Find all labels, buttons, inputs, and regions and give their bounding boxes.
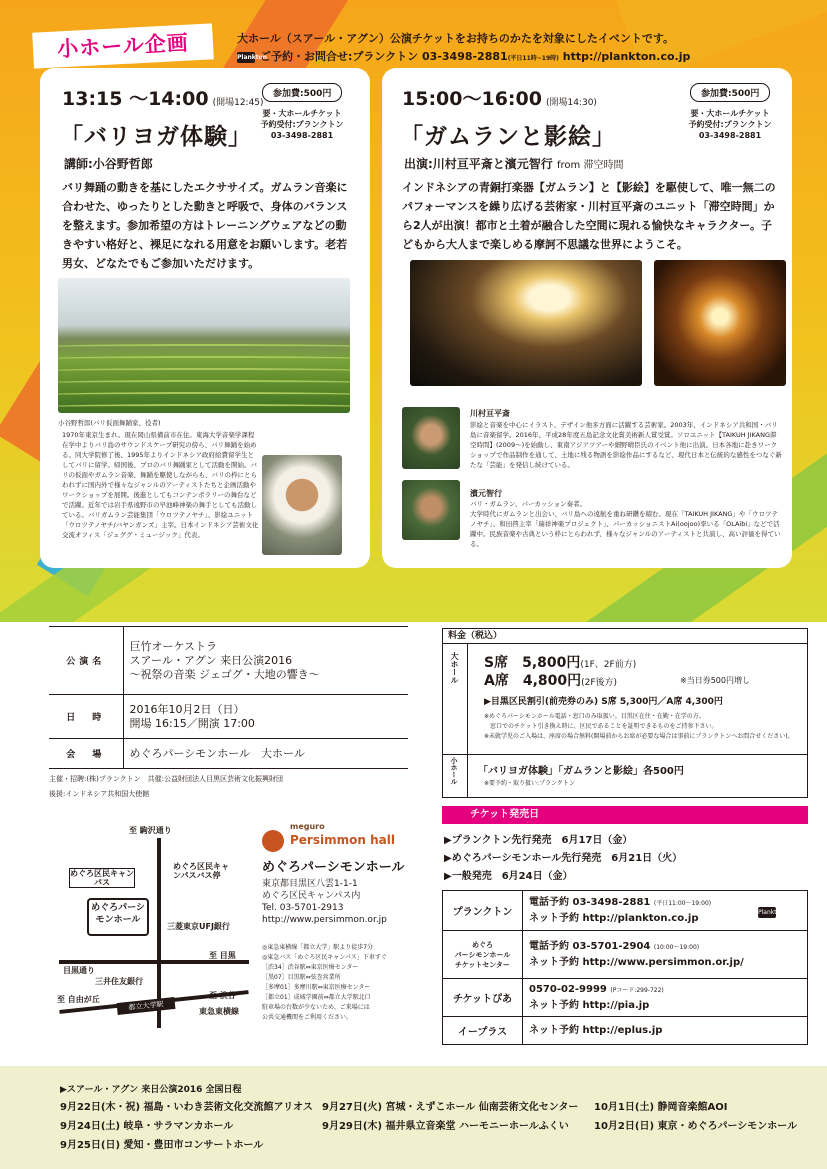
program2-fee-badge: 参加費:500円 <box>690 83 770 102</box>
program2-performers: 出演:川村亘平斎と濱元智行 from 滞空時間 <box>404 157 624 171</box>
outlet-contact <box>523 1017 808 1045</box>
header-url[interactable]: http://plankton.co.jp <box>562 50 691 63</box>
program1-note: 要・大ホールチケット 予約受付:プランクトン 03-3498-2881 <box>260 109 344 140</box>
artist2-name: 濱元智行 <box>470 489 502 498</box>
venue-access-notes: ◎東急東横線「都立大学」駅より徒歩7分 ◎東急バス「めぐろ区民キャンパス」下車すぐ ［渋34］渋谷駅⇔東京医療センター ［黒07］目黒駅⇔弦巻営業所 ［多摩01］多摩川駅⇔東京医療センター ［都立01］成城学園前⇔都立大学駅北口 駐車場の台数が少ないため、ご来場には 公共交通機関をご利用ください。 <box>262 944 387 1021</box>
persimmon-logo-icon <box>262 830 284 852</box>
tour-date: 9月24日(土) 岐阜・サラマンカホール <box>60 1121 234 1132</box>
outlet-contact: 0570-02-9999 (Pコード:299-722) ネット予約 http://pia.jp <box>523 979 808 1017</box>
venue-logo-sub: meguro <box>290 822 325 831</box>
info-value: 巨竹オーケストラ スアール・アグン 来日公演2016 ～祝祭の音楽 ジェゴグ・大地の響き～ <box>123 627 408 695</box>
tour-date: 9月27日(火) 宮城・えずこホール 仙南芸術文化センター <box>322 1102 579 1113</box>
program2-title: 「ガムランと影絵」 <box>400 124 616 150</box>
shadow-puppet-photo <box>654 260 786 386</box>
map-station: 都立大学駅 <box>117 997 176 1015</box>
map-label: 至 自由が丘 <box>57 995 100 1004</box>
outlet-link[interactable]: ネット予約 http://eplus.jp <box>529 1025 663 1036</box>
artist2-photo <box>402 480 460 540</box>
outlet-name: イープラス <box>443 1017 523 1045</box>
tour-date: 10月2日(日) 東京・めぐろパーシモンホール <box>594 1121 798 1132</box>
outlet-link[interactable]: ネット予約 http://pia.jp <box>529 1000 650 1011</box>
program1-description: バリ舞踊の動きを基にしたエクササイズ。ガムラン音楽に合わせた、ゆったりとした動きと呼吸で、身体のバランスを整えます。参加希望の方はトレーニングウェアなどの動きやすい格好と、裸足になれる用意をお願いします。老若男女、どなたでもご参加いただけます。 <box>62 181 348 270</box>
outlet-link[interactable]: ネット予約 http://plankton.co.jp <box>529 913 699 924</box>
program2-description: インドネシアの青銅打楽器【ガムラン】と【影絵】を駆使して、唯一無二のパフォーマンスを繰り広げる芸術家・川村亘平斎のユニット「滞空時間」から2人が出演！都市と土着が融合した空間に現れる愉快なキャラクター。子どもから大人まで楽しめる摩訶不思議な世界にようこそ。 <box>402 181 776 251</box>
price-notes: ※めぐろパーシモンホール電話・窓口のみ取扱い。目黒区在住・在勤・在学の方。 窓口でのチケット引き換え時に、区民であることを証明できるものをご持参下さい。 ※未就学児のご入場は、座席の場合無料(開場前からお席が必要な場合は事前にプランクトンへお問合せください)。 <box>484 713 794 740</box>
price-head: 料金（税込） <box>442 628 808 644</box>
sale-date: ▶めぐろパーシモンホール先行発売 6月21日（火） <box>444 853 683 864</box>
ticket-outlets-table <box>442 890 808 1045</box>
credits: 主催・招聘:(株)プランクトン 共催:公益財団法人目黒区芸術文化振興財団 後援:インドネシア共和国大使館 <box>49 775 284 798</box>
shadow-play-stage-photo <box>410 260 642 386</box>
map-label: 至 駒沢通り <box>129 826 172 835</box>
tour-heading: ▶スアール・アグン 来日公演2016 全国日程 <box>60 1085 242 1095</box>
ticket-sales-bar: チケット発売日 <box>442 806 808 824</box>
info-key: 会 場 <box>49 739 123 769</box>
performance-info-table <box>49 626 408 769</box>
a-seat-price: A席 4,800円(2F後方) <box>484 673 618 689</box>
tour-date: 9月22日(木・祝) 福島・いわき芸術文化交流館アリオス <box>60 1102 313 1113</box>
plankton-logo-icon: Plankton <box>237 53 268 61</box>
artist2-role: バリ・ガムラン、パーカッション奏者。 <box>470 500 587 508</box>
big-hall-label: 大ホール <box>450 652 459 684</box>
program1-fee-badge: 参加費:500円 <box>262 83 342 102</box>
tour-col1 <box>60 1098 313 1155</box>
program2-time: 15:00～16:00 (開場14:30) <box>402 88 597 110</box>
outlet-name: めぐろ パーシモンホール チケットセンター <box>443 931 523 979</box>
tour-date: 9月25日(日) 愛知・豊田市コンサートホール <box>60 1140 264 1151</box>
outlet-contact: 電話予約 03-3498-2881 (平日11:00～19:00) ネット予約 http://plankton.co.jp Plankton <box>523 891 808 931</box>
venue-logo: Persimmon hall <box>290 833 395 847</box>
map-label: めぐろ区民キャンパスバス停 <box>173 862 229 880</box>
outlet-link[interactable]: ネット予約 http://www.persimmon.or.jp/ <box>529 957 744 968</box>
map-campus-box: めぐろ区民キャンパス <box>70 869 134 887</box>
venue-name: めぐろパーシモンホール <box>262 860 405 875</box>
header-contact: Planktonご予約・お問合せ:プランクトン 03-3498-2881(平日11時~19時) http://plankton.co.jp <box>237 50 691 63</box>
map-label: 至 渋谷 <box>209 991 236 1000</box>
program1-title: 「バリヨガ体験」 <box>60 124 252 150</box>
map-label: 目黒通り <box>63 966 95 975</box>
map-label: 東急東横線 <box>199 1007 239 1016</box>
program1-bio-title: 小谷野哲郎(バリ仮面舞踊家、役者) <box>58 419 161 427</box>
info-key: 日 時 <box>49 695 123 739</box>
header-intro: 大ホール（スアール・アグン）公演チケットをお持ちのかたを対象にしたイベントです。 <box>237 32 675 45</box>
map-hall-box: めぐろパーシモンホール <box>87 898 149 936</box>
map-label: 三菱東京UFJ銀行 <box>167 922 230 931</box>
outlet-name: プランクトン <box>443 891 523 931</box>
artist1-photo <box>402 407 460 469</box>
program2-note: 要・大ホールチケット 予約受付:プランクトン 03-3498-2881 <box>688 109 772 140</box>
tour-date: 10月1日(土) 静岡音楽館AOI <box>594 1102 728 1113</box>
plankton-logo-icon: Plankton <box>758 909 785 916</box>
instructor-photo <box>262 455 342 555</box>
access-map <box>49 820 256 1025</box>
small-hall-note: ※要予約・取り扱い:プランクトン <box>484 780 575 787</box>
venue-url[interactable]: http://www.persimmon.or.jp <box>262 915 387 925</box>
sale-date: ▶プランクトン先行発売 6月17日（金） <box>444 835 633 846</box>
program1-bio: 1970年東京生まれ。現在岡山県備前市在住。東海大学音楽学課程在学中よりバリ島のサウンドスケープ研究の傍ら、バリ舞踊を始める。同大学院修了後、1995年よりインドネシア政府給費留学生としてバリに留学。帰国後、プロのバリ舞踊家として活動を開始。バリの仮面やガムラン音楽、舞踊を駆使しながらも、バリの枠にとらわれずに国内外で様々なジャンルのアーティストたちと企画活動やワークショップを展開。後進としてもコンテンポラリーの舞台などで活躍。近年では岩手県遠野市の早池峰神楽の舞手としても活動している。バリガムラン芸能集団「ウロツテノヤチ」、影絵ユニット「ウロツテノヤチ/バヤンガンズ」主宰。日本インドネシア芸術文化交流オフィス「ジェググ・ミュージック」代表。 <box>62 431 259 539</box>
info-key: 公演名 <box>49 627 123 695</box>
program1-time: 13:15 ～14:00 (開場12:45) <box>62 88 264 110</box>
program1-instructor: 講師:小谷野哲郎 <box>64 157 153 171</box>
sale-date: ▶一般発売 6月24日（金） <box>444 871 573 882</box>
info-value: めぐろパーシモンホール 大ホール <box>123 739 408 769</box>
artist1-name: 川村亘平斎 <box>470 409 510 418</box>
outlet-name: チケットぴあ <box>443 979 523 1017</box>
venue-address: 東京都目黒区八雲1-1-1 めぐろ区民キャンパス内 Tel. 03-5701-2913 http://www.persimmon.or.jp <box>262 879 387 925</box>
discount-line: ▶目黒区民割引(前売券のみ) S席 5,300円／A席 4,300円 <box>484 697 723 707</box>
artist2-bio: 大学時代にガムランと出会い、バリ島への遠航を重ね研鑽を積む。現在「TAIKUH JIKANG」や「ウロツテノヤチ」、和田啓主宰「瑞祥神楽プロジェクト」、パーカッショニストAi(oojoo)率いる「OLAibi」などで活躍中。民族音楽や古典という枠にとらわれず、様々なジャンルのアーティストと共演し、高い評価を得ている。 <box>470 510 781 548</box>
small-hall-label: 小ホール <box>450 757 458 785</box>
map-label: 三井住友銀行 <box>95 977 143 986</box>
artist1-bio: 影絵と音楽を中心にイラスト、デザイン他多方面に活躍する芸術家。2003年、インドネシア共和国・バリ島に音楽留学。2016年、平成28年度五島記念文化賞美術新人賞受賞。ソロユニット【TAIKUH JIKANG滞空時間】(2009～)を始動し、東南アジアツアーや細野晴臣氏のイベント他に出演。日本各地に赴きワークショップで作品制作を通して、土地に残る物語を影絵作品にするなど、現代日本と伝統的な感性をつなぐ新たな「芸能」を発信し続けている。 <box>470 421 782 469</box>
tour-date: 9月29日(木) 福井県立音楽堂 ハーモニーホールふくい <box>322 1121 569 1132</box>
map-label: 至 目黒 <box>209 951 236 960</box>
tour-col3 <box>594 1098 797 1136</box>
price-divider <box>442 754 808 755</box>
day-ticket-note: ※当日券500円増し <box>680 676 750 685</box>
rice-terrace-photo <box>58 278 350 413</box>
small-hall-tag: 小ホール企画 <box>32 23 214 68</box>
tour-col2 <box>322 1098 578 1136</box>
info-value: 2016年10月2日（日） 開場 16:15／開演 17:00 <box>123 695 408 739</box>
small-hall-price: 「バリヨガ体験」「ガムランと影絵」各500円 <box>478 766 684 777</box>
s-seat-price: S席 5,800円(1F、2F前方) <box>484 655 637 671</box>
outlet-contact: 電話予約 03-5701-2904 (10:00～19:00) ネット予約 http://www.persimmon.or.jp/ <box>523 931 808 979</box>
